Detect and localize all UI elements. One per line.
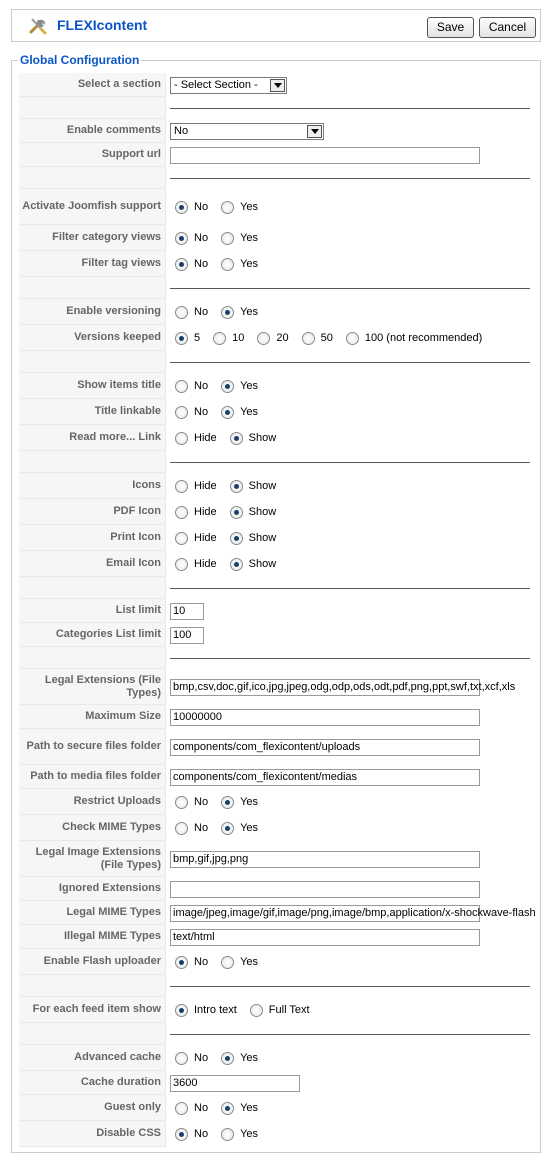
email-icon-hide-radio[interactable] bbox=[175, 558, 188, 571]
divider bbox=[170, 288, 530, 289]
radio-label: No bbox=[194, 406, 209, 418]
list-limit-input[interactable]: 10 bbox=[170, 603, 204, 620]
separator-key bbox=[19, 351, 166, 373]
row-label: For each feed item show bbox=[19, 997, 166, 1023]
row-icons bbox=[19, 473, 533, 499]
row-label: Activate Joomfish support bbox=[19, 189, 166, 225]
row-illegal-mime bbox=[19, 925, 533, 949]
title-linkable-yes-radio[interactable] bbox=[221, 406, 234, 419]
radio-label: Show bbox=[248, 506, 277, 518]
restrict-uploads-yes-radio[interactable] bbox=[221, 796, 234, 809]
pdf-icon-show-radio[interactable] bbox=[230, 506, 243, 519]
row-label: Maximum Size bbox=[19, 705, 166, 729]
row-label: PDF Icon bbox=[19, 499, 166, 525]
show-title-no-radio[interactable] bbox=[175, 380, 188, 393]
filter-category-no-radio[interactable] bbox=[175, 232, 188, 245]
read-more-hide-radio[interactable] bbox=[175, 432, 188, 445]
separator-row bbox=[19, 1023, 533, 1045]
row-label: Show items title bbox=[19, 373, 166, 399]
separator-key bbox=[19, 167, 166, 189]
radio-label: No bbox=[194, 1128, 209, 1140]
separator-row bbox=[19, 451, 533, 473]
radio-label: Hide bbox=[194, 432, 217, 444]
row-label: Read more... Link bbox=[19, 425, 166, 451]
radio-label: Show bbox=[248, 480, 277, 492]
row-label: Enable comments bbox=[19, 119, 166, 143]
flash-uploader-yes-radio[interactable] bbox=[221, 956, 234, 969]
divider bbox=[170, 362, 530, 363]
row-cache-duration bbox=[19, 1071, 533, 1095]
row-versioning bbox=[19, 299, 533, 325]
row-filter-category bbox=[19, 225, 533, 251]
row-label: Legal Extensions (File Types) bbox=[19, 669, 166, 705]
radio-label: Yes bbox=[240, 258, 259, 270]
radio-label: 10 bbox=[232, 332, 245, 344]
radio-label: Hide bbox=[194, 532, 217, 544]
separator-row bbox=[19, 577, 533, 599]
radio-label: No bbox=[194, 822, 209, 834]
row-label: Guest only bbox=[19, 1095, 166, 1121]
cancel-button[interactable]: Cancel bbox=[479, 17, 536, 38]
radio-label: Intro text bbox=[194, 1004, 237, 1016]
support-url-input[interactable] bbox=[170, 147, 480, 164]
radio-label: 50 bbox=[320, 332, 333, 344]
guest-only-yes-radio[interactable] bbox=[221, 1102, 234, 1115]
radio-label: 100 (not recommended) bbox=[364, 332, 483, 344]
secure-path-input[interactable]: components/com_flexicontent/uploads bbox=[170, 739, 480, 756]
versions-10-radio[interactable] bbox=[213, 332, 226, 345]
row-label: Path to media files folder bbox=[19, 765, 166, 789]
row-guest-only bbox=[19, 1095, 533, 1121]
icons-hide-radio[interactable] bbox=[175, 480, 188, 493]
row-advanced-cache bbox=[19, 1045, 533, 1071]
radio-label: Yes bbox=[240, 1102, 259, 1114]
row-list-limit bbox=[19, 599, 533, 623]
row-disable-css bbox=[19, 1121, 533, 1147]
row-legal-image-ext bbox=[19, 841, 533, 877]
row-label: Versions keeped bbox=[19, 325, 166, 351]
radio-label: 20 bbox=[276, 332, 289, 344]
versioning-no-radio[interactable] bbox=[175, 306, 188, 319]
row-label: Email Icon bbox=[19, 551, 166, 577]
versions-5-radio[interactable] bbox=[175, 332, 188, 345]
radio-label: Hide bbox=[194, 480, 217, 492]
row-enable-comments bbox=[19, 119, 533, 143]
row-label: Check MIME Types bbox=[19, 815, 166, 841]
fieldset-legend: Global Configuration bbox=[20, 53, 140, 67]
row-label: Enable versioning bbox=[19, 299, 166, 325]
row-label: List limit bbox=[19, 599, 166, 623]
row-label: Support url bbox=[19, 143, 166, 167]
radio-label: Show bbox=[248, 432, 277, 444]
divider bbox=[170, 1034, 530, 1035]
divider bbox=[170, 178, 530, 179]
print-icon-hide-radio[interactable] bbox=[175, 532, 188, 545]
title-linkable-no-radio[interactable] bbox=[175, 406, 188, 419]
radio-label: No bbox=[194, 201, 209, 213]
media-path-input[interactable]: components/com_flexicontent/medias bbox=[170, 769, 480, 786]
enable-comments-select[interactable] bbox=[170, 123, 324, 140]
separator-row bbox=[19, 647, 533, 669]
row-label: Enable Flash uploader bbox=[19, 949, 166, 975]
row-label: Filter tag views bbox=[19, 251, 166, 277]
radio-label: Yes bbox=[240, 232, 259, 244]
tools-icon bbox=[28, 16, 48, 36]
radio-label: Yes bbox=[240, 306, 259, 318]
radio-label: Show bbox=[248, 532, 277, 544]
row-label: Icons bbox=[19, 473, 166, 499]
read-more-show-radio[interactable] bbox=[230, 432, 243, 445]
row-legal-ext bbox=[19, 669, 533, 705]
row-label: Print Icon bbox=[19, 525, 166, 551]
filter-tag-no-radio[interactable] bbox=[175, 258, 188, 271]
separator-key bbox=[19, 277, 166, 299]
row-label: Select a section bbox=[19, 73, 166, 97]
row-versions-keeped bbox=[19, 325, 533, 351]
row-secure-path bbox=[19, 729, 533, 765]
cat-list-limit-input[interactable]: 100 bbox=[170, 627, 204, 644]
toolbar bbox=[11, 9, 541, 42]
row-feed-show bbox=[19, 997, 533, 1023]
radio-label: Hide bbox=[194, 506, 217, 518]
radio-label: Yes bbox=[240, 380, 259, 392]
illegal-mime-input[interactable]: text/html bbox=[170, 929, 480, 946]
row-pdf-icon bbox=[19, 499, 533, 525]
check-mime-no-radio[interactable] bbox=[175, 822, 188, 835]
filter-tag-yes-radio[interactable] bbox=[221, 258, 234, 271]
radio-label: Hide bbox=[194, 558, 217, 570]
legal-ext-input[interactable]: bmp,csv,doc,gif,ico,jpg,jpeg,odg,odp,ods,odt,pdf,png,ppt,swf,txt,xcf,xls bbox=[170, 679, 480, 696]
radio-label: Yes bbox=[240, 1052, 259, 1064]
separator-row bbox=[19, 167, 533, 189]
row-label: Cache duration bbox=[19, 1071, 166, 1095]
radio-label: No bbox=[194, 1052, 209, 1064]
separator-row bbox=[19, 975, 533, 997]
ignored-ext-input[interactable] bbox=[170, 881, 480, 898]
app-title: FLEXIcontent bbox=[57, 17, 148, 33]
restrict-uploads-no-radio[interactable] bbox=[175, 796, 188, 809]
radio-label: 5 bbox=[194, 332, 201, 344]
joomfish-no-radio[interactable] bbox=[175, 201, 188, 214]
radio-label: Yes bbox=[240, 201, 259, 213]
versions-100-radio[interactable] bbox=[346, 332, 359, 345]
advanced-cache-no-radio[interactable] bbox=[175, 1052, 188, 1065]
divider bbox=[170, 462, 530, 463]
divider bbox=[170, 108, 530, 109]
row-label: Advanced cache bbox=[19, 1045, 166, 1071]
row-support-url bbox=[19, 143, 533, 167]
separator-key bbox=[19, 647, 166, 669]
legal-mime-input[interactable]: image/jpeg,image/gif,image/png,image/bmp,application/x-shockwave-flash bbox=[170, 905, 480, 922]
print-icon-show-radio[interactable] bbox=[230, 532, 243, 545]
flash-uploader-no-radio[interactable] bbox=[175, 956, 188, 969]
row-show-items-title bbox=[19, 373, 533, 399]
radio-label: No bbox=[194, 1102, 209, 1114]
row-max-size bbox=[19, 705, 533, 729]
chevron-down-icon[interactable] bbox=[270, 79, 285, 92]
row-label: Legal Image Extensions (File Types) bbox=[19, 841, 166, 877]
advanced-cache-yes-radio[interactable] bbox=[221, 1052, 234, 1065]
versioning-yes-radio[interactable] bbox=[221, 306, 234, 319]
radio-label: No bbox=[194, 956, 209, 968]
row-select-section bbox=[19, 73, 533, 97]
email-icon-show-radio[interactable] bbox=[230, 558, 243, 571]
radio-label: Show bbox=[248, 558, 277, 570]
guest-only-no-radio[interactable] bbox=[175, 1102, 188, 1115]
separator-row bbox=[19, 351, 533, 373]
feed-full-radio[interactable] bbox=[250, 1004, 263, 1017]
radio-label: Yes bbox=[240, 822, 259, 834]
row-label: Illegal MIME Types bbox=[19, 925, 166, 949]
radio-label: Yes bbox=[240, 796, 259, 808]
radio-label: Full Text bbox=[268, 1004, 310, 1016]
icons-show-radio[interactable] bbox=[230, 480, 243, 493]
radio-label: No bbox=[194, 306, 209, 318]
legal-image-ext-input[interactable]: bmp,gif,jpg,png bbox=[170, 851, 480, 868]
row-check-mime bbox=[19, 815, 533, 841]
row-email-icon bbox=[19, 551, 533, 577]
row-label: Categories List limit bbox=[19, 623, 166, 647]
feed-intro-radio[interactable] bbox=[175, 1004, 188, 1017]
cache-duration-input[interactable]: 3600 bbox=[170, 1075, 300, 1092]
row-label: Filter category views bbox=[19, 225, 166, 251]
pdf-icon-hide-radio[interactable] bbox=[175, 506, 188, 519]
divider bbox=[170, 588, 530, 589]
joomfish-yes-radio[interactable] bbox=[221, 201, 234, 214]
row-label: Path to secure files folder bbox=[19, 729, 166, 765]
section-select-value: - Select Section - bbox=[174, 79, 258, 91]
separator-key bbox=[19, 451, 166, 473]
row-label: Disable CSS bbox=[19, 1121, 166, 1147]
separator-row bbox=[19, 97, 533, 119]
separator-key bbox=[19, 97, 166, 119]
divider bbox=[170, 986, 530, 987]
row-legal-mime bbox=[19, 901, 536, 925]
radio-label: Yes bbox=[240, 1128, 259, 1140]
row-joomfish bbox=[19, 189, 533, 225]
radio-label: No bbox=[194, 796, 209, 808]
row-title-linkable bbox=[19, 399, 533, 425]
max-size-input[interactable]: 10000000 bbox=[170, 709, 480, 726]
disable-css-yes-radio[interactable] bbox=[221, 1128, 234, 1141]
row-flash-uploader bbox=[19, 949, 533, 975]
row-print-icon bbox=[19, 525, 533, 551]
section-select[interactable] bbox=[170, 77, 287, 94]
row-read-more bbox=[19, 425, 533, 451]
radio-label: Yes bbox=[240, 406, 259, 418]
row-label: Restrict Uploads bbox=[19, 789, 166, 815]
divider bbox=[170, 658, 530, 659]
separator-key bbox=[19, 975, 166, 997]
radio-label: No bbox=[194, 380, 209, 392]
row-cat-list-limit bbox=[19, 623, 533, 647]
chevron-down-icon[interactable] bbox=[307, 125, 322, 138]
row-restrict-uploads bbox=[19, 789, 533, 815]
radio-label: Yes bbox=[240, 956, 259, 968]
enable-comments-value: No bbox=[174, 125, 189, 137]
versions-50-radio[interactable] bbox=[302, 332, 315, 345]
row-media-path bbox=[19, 765, 533, 789]
disable-css-no-radio[interactable] bbox=[175, 1128, 188, 1141]
separator-key bbox=[19, 1023, 166, 1045]
show-title-yes-radio[interactable] bbox=[221, 380, 234, 393]
row-label: Title linkable bbox=[19, 399, 166, 425]
versions-20-radio[interactable] bbox=[257, 332, 270, 345]
check-mime-yes-radio[interactable] bbox=[221, 822, 234, 835]
save-button[interactable]: Save bbox=[427, 17, 474, 38]
filter-category-yes-radio[interactable] bbox=[221, 232, 234, 245]
radio-label: No bbox=[194, 232, 209, 244]
row-label: Legal MIME Types bbox=[19, 901, 166, 925]
separator-row bbox=[19, 277, 533, 299]
row-filter-tag bbox=[19, 251, 533, 277]
row-label: Ignored Extensions bbox=[19, 877, 166, 901]
radio-label: No bbox=[194, 258, 209, 270]
row-ignored-ext bbox=[19, 877, 533, 901]
separator-key bbox=[19, 577, 166, 599]
